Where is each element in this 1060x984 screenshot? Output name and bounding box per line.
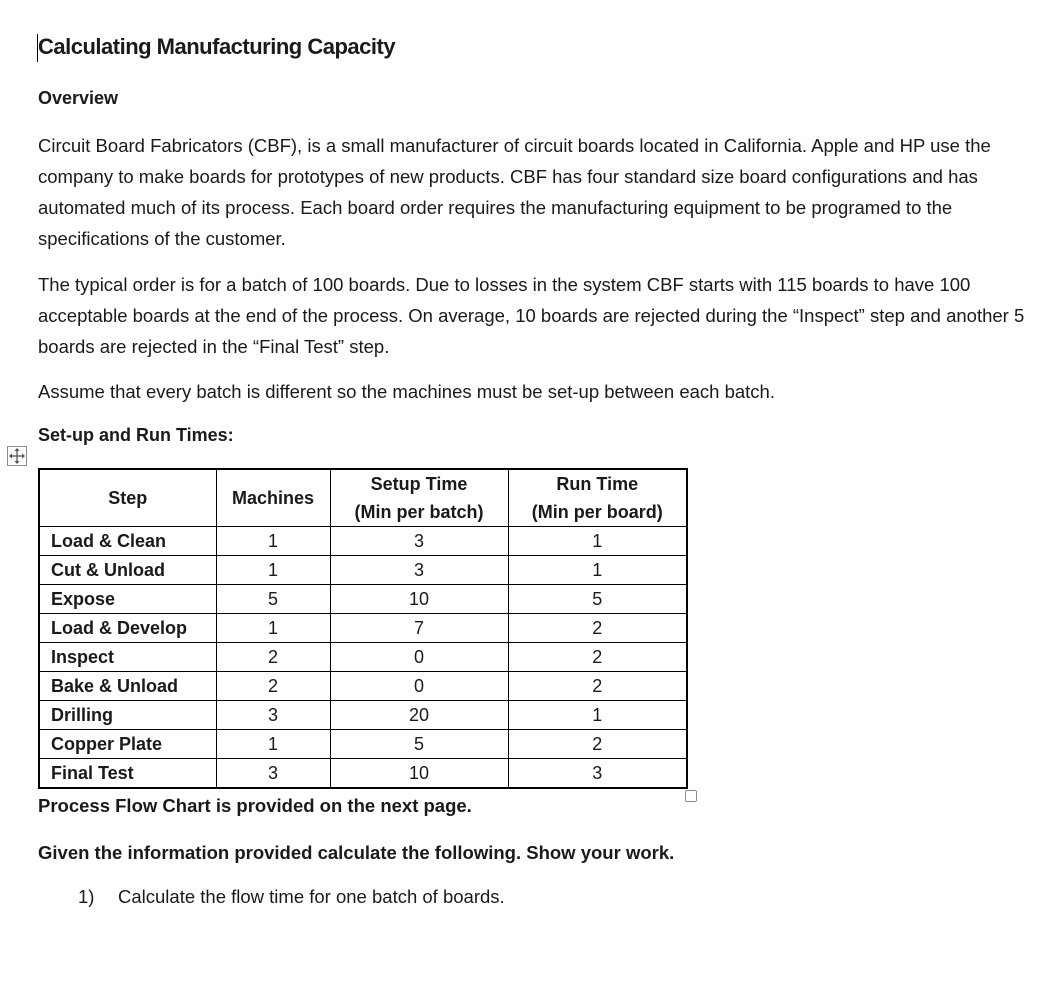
row-machines: 5: [216, 585, 330, 614]
row-machines: 3: [216, 701, 330, 730]
row-run: 5: [508, 585, 687, 614]
paragraph-intro: Circuit Board Fabricators (CBF), is a small manufacturer of circuit boards located in California. Apple and HP use the company to make boards for prototypes of new products. CBF has four standard size board configurations and has automated much of its process. Each board order requires the manufacturing equipment to be programed to the specifications of the customer.: [38, 135, 991, 249]
row-machines: 1: [216, 730, 330, 759]
table-row: [39, 643, 687, 672]
row-setup: 3: [330, 556, 508, 585]
header-run-line2: (Min per board): [531, 502, 663, 522]
setup-run-times-table: [38, 468, 688, 789]
row-step: Bake & Unload: [39, 672, 216, 701]
question-text: Calculate the flow time for one batch of boards.: [118, 886, 505, 907]
table-row: [39, 759, 687, 789]
row-machines: 1: [216, 527, 330, 556]
row-setup: 5: [330, 730, 508, 759]
paragraph-assumption: Assume that every batch is different so the machines must be set-up between each batch.: [38, 381, 775, 402]
row-step: Copper Plate: [39, 730, 216, 759]
question-item: [78, 886, 505, 908]
table-header-row: [39, 469, 687, 527]
table-row: [39, 585, 687, 614]
row-run: 2: [508, 730, 687, 759]
row-setup: 7: [330, 614, 508, 643]
question-number: 1): [78, 886, 95, 907]
row-step: Expose: [39, 585, 216, 614]
row-step: Drilling: [39, 701, 216, 730]
header-run-time: [508, 469, 687, 527]
table-move-handle-icon[interactable]: [7, 446, 27, 466]
row-step: Load & Clean: [39, 527, 216, 556]
row-setup: 10: [330, 759, 508, 789]
header-setup-time: [330, 469, 508, 527]
overview-heading: Overview: [38, 88, 119, 108]
table-row: [39, 556, 687, 585]
document-title: Calculating Manufacturing Capacity: [38, 34, 396, 59]
row-setup: 10: [330, 585, 508, 614]
row-machines: 2: [216, 672, 330, 701]
flow-chart-note: Process Flow Chart is provided on the next page.: [38, 795, 472, 816]
instructions-line: Given the information provided calculate the following. Show your work.: [38, 842, 675, 863]
header-setup-line1: Setup Time: [370, 474, 468, 494]
row-machines: 3: [216, 759, 330, 789]
row-step: Load & Develop: [39, 614, 216, 643]
table-row: [39, 527, 687, 556]
row-setup: 0: [330, 672, 508, 701]
table-row: [39, 730, 687, 759]
row-step: Final Test: [39, 759, 216, 789]
header-run-line1: Run Time: [556, 474, 639, 494]
row-step: Cut & Unload: [39, 556, 216, 585]
row-setup: 0: [330, 643, 508, 672]
row-run: 1: [508, 701, 687, 730]
setup-heading: Set-up and Run Times:: [38, 425, 234, 445]
row-run: 2: [508, 643, 687, 672]
row-machines: 1: [216, 556, 330, 585]
row-setup: 20: [330, 701, 508, 730]
row-run: 3: [508, 759, 687, 789]
header-machines: Machines: [216, 469, 330, 527]
header-setup-line2: (Min per batch): [354, 502, 484, 522]
paragraph-batch: The typical order is for a batch of 100 boards. Due to losses in the system CBF starts with 115 boards to have 100 acceptable boards at the end of the process. On average, 10 boards are rejected during the “Inspect” step and another 5 boards are rejected in the “Final Test” step.: [38, 274, 1025, 357]
row-machines: 1: [216, 614, 330, 643]
row-run: 1: [508, 556, 687, 585]
row-run: 2: [508, 672, 687, 701]
row-run: 2: [508, 614, 687, 643]
table-row: [39, 672, 687, 701]
table-resize-handle-icon[interactable]: [685, 790, 697, 802]
row-run: 1: [508, 527, 687, 556]
row-step: Inspect: [39, 643, 216, 672]
row-machines: 2: [216, 643, 330, 672]
header-step: Step: [39, 469, 216, 527]
table-row: [39, 614, 687, 643]
row-setup: 3: [330, 527, 508, 556]
table-row: [39, 701, 687, 730]
